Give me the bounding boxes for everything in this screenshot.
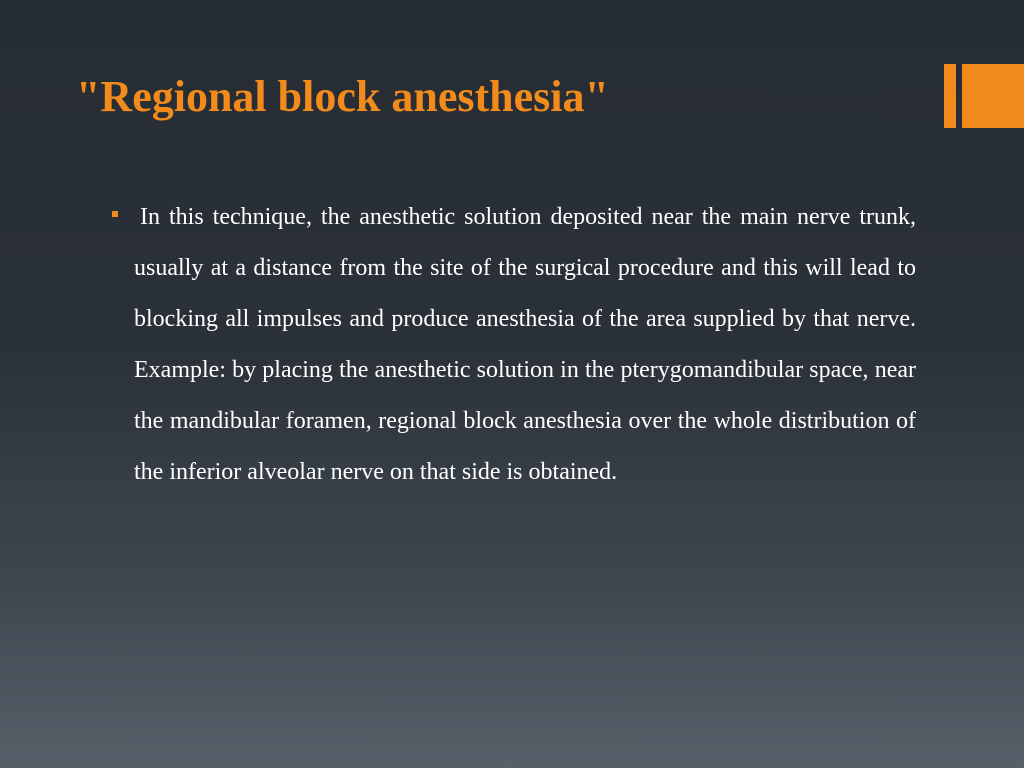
title-accent-bar-thin — [944, 64, 956, 128]
bullet-text: In this technique, the anesthetic solution deposited near the main nerve trunk, usually at a distance from the site of the surgical procedure and this will lead to blocking all impulses and produce anesthesia of the area supplied by that nerve. Example: by placing the anesthetic solution in the pterygomandibular space, near the mandibular foramen, regional block anesthesia over the whole distribution of the inferior alveolar nerve on that side is obtained. — [134, 204, 916, 485]
bullet-item — [112, 192, 916, 498]
square-bullet-icon — [112, 211, 118, 217]
title-accent-bar-wide — [962, 64, 1024, 128]
slide-title: "Regional block anesthesia" — [76, 72, 609, 121]
slide-content — [112, 192, 916, 498]
